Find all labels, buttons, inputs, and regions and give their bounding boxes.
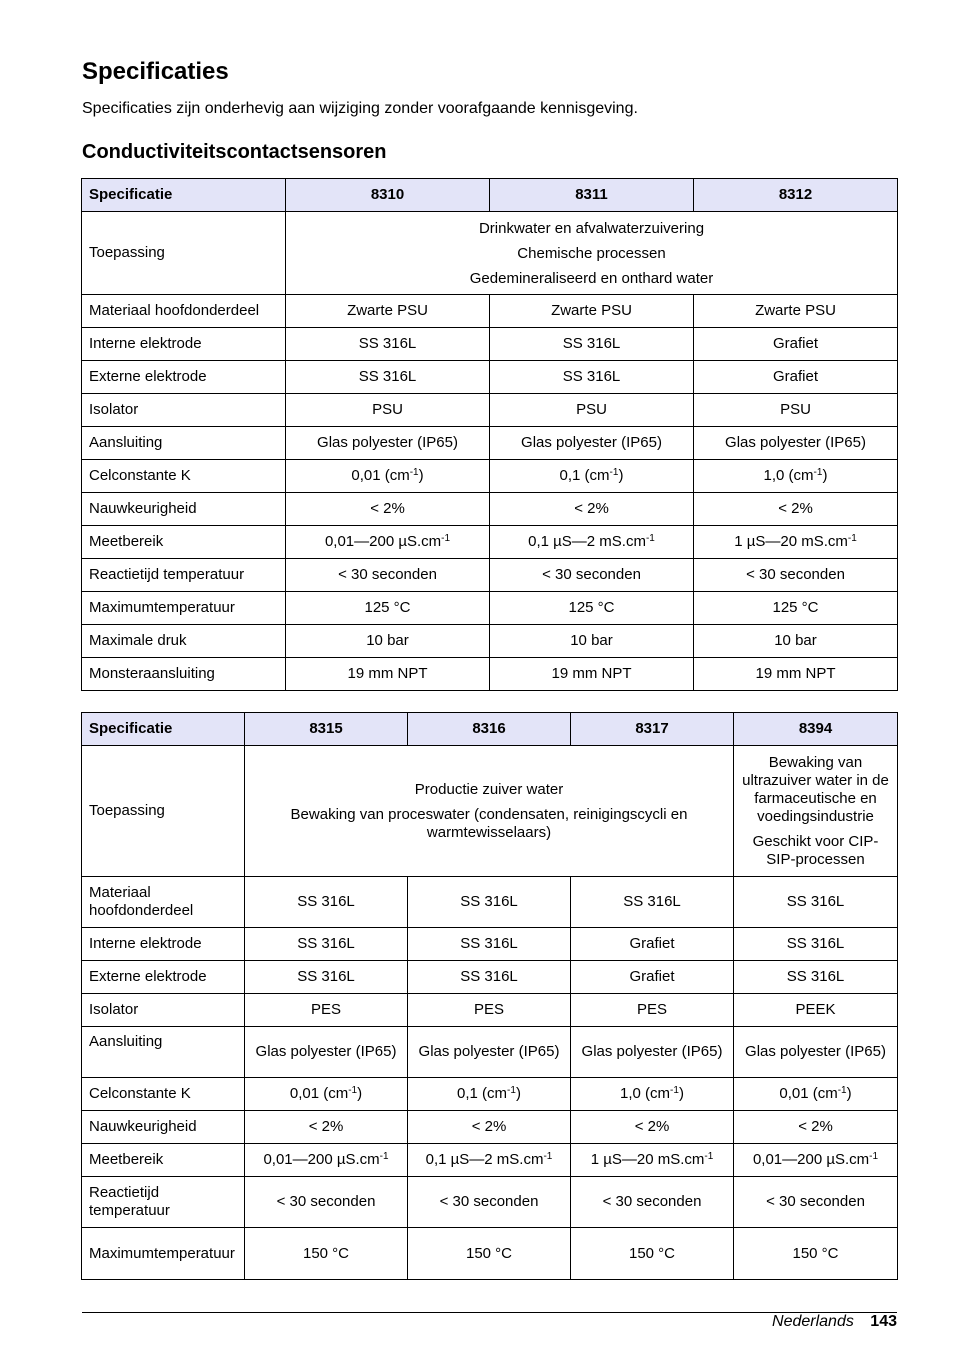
table-cell [490,460,694,493]
table-cell: < 30 seconden [571,1177,734,1228]
row-label: Meetbereik [82,526,286,559]
superscript-exponent: -1 [379,1151,389,1162]
value-text: 0,01 (cm [351,467,410,484]
table-row [82,212,898,295]
table-header-row [82,713,898,746]
table-cell: < 30 seconden [245,1177,408,1228]
table-cell [286,212,898,295]
table-row [82,1027,898,1078]
value-suffix: ) [678,1085,684,1102]
table-cell [245,1078,408,1111]
table-row [82,928,898,961]
table-cell: PEEK [734,994,898,1027]
application-line: Bewaking van proceswater (condensaten, reinigingscycli en warmtewisselaars) [290,805,688,841]
table-cell: SS 316L [734,877,898,928]
table-cell: < 2% [408,1111,571,1144]
column-header: Specificatie [82,179,286,212]
value-text: 0,01 (cm [779,1085,838,1102]
table-cell: PSU [490,394,694,427]
row-label: Celconstante K [82,460,286,493]
table-cell [694,460,898,493]
table-cell: SS 316L [286,361,490,394]
row-label: Interne elektrode [82,928,245,961]
table-cell [734,1144,898,1177]
row-label: Reactietijd temperatuur [82,559,286,592]
table-cell: 19 mm NPT [286,658,490,691]
column-header: Specificatie [82,713,245,746]
value-suffix: ) [418,467,424,484]
row-label: Materiaal hoofdonderdeel [82,877,245,928]
table-row [82,877,898,928]
table-cell [408,1078,571,1111]
row-label: Aansluiting [82,427,286,460]
table-cell: SS 316L [245,961,408,994]
table-cell: SS 316L [286,328,490,361]
table-row [82,1228,898,1280]
table-row [82,658,898,691]
table-cell [245,746,734,877]
table-cell: Glas polyester (IP65) [694,427,898,460]
table-cell: Glas polyester (IP65) [490,427,694,460]
table-cell: 19 mm NPT [694,658,898,691]
value-text: 0,1 µS—2 mS.cm [425,1151,544,1168]
table-cell: Zwarte PSU [286,295,490,328]
table-cell: < 2% [245,1111,408,1144]
table-cell: 10 bar [694,625,898,658]
table-cell: PSU [286,394,490,427]
table-row [82,994,898,1027]
row-label: Monsteraansluiting [82,658,286,691]
table-cell: < 2% [490,493,694,526]
superscript-exponent: -1 [645,533,655,544]
superscript-exponent: -1 [348,1085,358,1096]
table-cell: SS 316L [490,361,694,394]
table-cell: 150 °C [571,1228,734,1280]
row-label: Maximumtemperatuur [82,592,286,625]
value-suffix: ) [618,467,624,484]
value-text: 0,1 (cm [457,1085,508,1102]
table-cell: Glas polyester (IP65) [245,1027,408,1078]
table-cell: 19 mm NPT [490,658,694,691]
row-label: Nauwkeurigheid [82,493,286,526]
table-row [82,625,898,658]
table-cell: Glas polyester (IP65) [286,427,490,460]
value-text: 0,1 µS—2 mS.cm [528,533,646,550]
table-row [82,295,898,328]
table-cell: < 30 seconden [694,559,898,592]
table-cell [734,746,898,877]
table-row [82,1177,898,1228]
intro-text: Specificaties zijn onderhevig aan wijziging zonder voorafgaande kennisgeving. [82,100,638,117]
row-label: Maximale druk [82,625,286,658]
application-line: Drinkwater en afvalwaterzuivering [478,219,705,237]
column-header: 8316 [408,713,571,746]
row-label: Reactietijd temperatuur [82,1177,245,1228]
table-body [82,295,898,691]
table-row [82,361,898,394]
table-cell: < 30 seconden [286,559,490,592]
table-cell: 125 °C [694,592,898,625]
table-cell [286,526,490,559]
spec-table-8315-8394 [81,712,898,1280]
table-cell: Zwarte PSU [694,295,898,328]
table-cell [490,526,694,559]
value-suffix: ) [822,467,828,484]
row-label: Nauwkeurigheid [82,1111,245,1144]
value-suffix: ) [357,1085,363,1102]
table-cell: SS 316L [490,328,694,361]
table-cell [286,460,490,493]
superscript-exponent: -1 [813,467,823,478]
table-cell: PES [408,994,571,1027]
value-text: 1 µS—20 mS.cm [734,533,848,550]
table-cell: < 30 seconden [408,1177,571,1228]
row-label: Externe elektrode [82,961,245,994]
table-cell [408,1144,571,1177]
row-label: Aansluiting [82,1027,245,1078]
footer-language: Nederlands [772,1313,854,1330]
table-cell: 150 °C [245,1228,408,1280]
superscript-exponent: -1 [441,533,451,544]
superscript-exponent: -1 [409,467,419,478]
section-title: Conductiviteitscontactsensoren [82,141,387,163]
page-title: Specificaties [82,58,229,85]
value-text: 0,01 (cm [289,1085,349,1102]
table-cell [694,526,898,559]
table-cell: PSU [694,394,898,427]
table-body [82,877,898,1280]
table-row [82,427,898,460]
table-cell: SS 316L [245,928,408,961]
row-label: Meetbereik [82,1144,245,1177]
superscript-exponent: -1 [670,1085,679,1096]
table-cell: Grafiet [571,928,734,961]
table-cell: SS 316L [245,877,408,928]
table-cell: 150 °C [734,1228,898,1280]
table-cell: SS 316L [408,928,571,961]
table-cell: PES [245,994,408,1027]
row-label: Celconstante K [82,1078,245,1111]
spec-table-8310-8312 [81,178,898,691]
table-cell [571,1078,734,1111]
table-row [82,460,898,493]
table-row [82,526,898,559]
value-text: 0,01—200 µS.cm [263,1151,380,1168]
row-label: Toepassing [82,212,286,295]
column-header: 8310 [286,179,490,212]
table-cell: 125 °C [286,592,490,625]
table-cell: 10 bar [490,625,694,658]
table-cell: SS 316L [408,877,571,928]
table-header-row [82,179,898,212]
value-text: 0,01—200 µS.cm [752,1151,870,1168]
application-line: Chemische processen [517,244,666,262]
table-cell: SS 316L [408,961,571,994]
row-label: Materiaal hoofdonderdeel [82,295,286,328]
column-header: 8317 [571,713,734,746]
page-footer [772,1312,897,1332]
table-cell: < 30 seconden [734,1177,898,1228]
table-cell: < 30 seconden [490,559,694,592]
table-row [82,746,898,877]
row-label: Toepassing [82,746,245,877]
value-text: 0,01—200 µS.cm [324,533,442,550]
superscript-exponent: -1 [609,467,619,478]
application-line: Bewaking van ultrazuiver water in de farmaceutische en voedingsindustrie [742,753,889,825]
application-line: Productie zuiver water [414,780,564,798]
table-cell: 125 °C [490,592,694,625]
table-cell: Glas polyester (IP65) [408,1027,571,1078]
table-cell: Glas polyester (IP65) [571,1027,734,1078]
table-row [82,493,898,526]
superscript-exponent: -1 [869,1151,879,1162]
table-cell: Grafiet [694,361,898,394]
row-label: Isolator [82,994,245,1027]
column-header: 8311 [490,179,694,212]
table-row [82,559,898,592]
table-cell: < 2% [694,493,898,526]
application-line: Geschikt voor CIP-SIP-processen [752,832,879,868]
table-row [82,592,898,625]
value-suffix: ) [846,1085,852,1102]
superscript-exponent: -1 [847,533,857,544]
value-text: 1 µS—20 mS.cm [590,1151,705,1168]
table-cell: SS 316L [734,961,898,994]
table-row [82,1078,898,1111]
page-number: 143 [870,1313,897,1330]
table-cell: 10 bar [286,625,490,658]
column-header: 8394 [734,713,898,746]
table-cell [734,1078,898,1111]
row-label: Externe elektrode [82,361,286,394]
superscript-exponent: -1 [837,1085,847,1096]
table-cell: Grafiet [694,328,898,361]
table-row [82,328,898,361]
table-cell: SS 316L [571,877,734,928]
table-row [82,961,898,994]
row-label: Interne elektrode [82,328,286,361]
table-cell: Zwarte PSU [490,295,694,328]
value-text: 1,0 (cm [620,1085,671,1102]
superscript-exponent: -1 [507,1085,516,1096]
table-cell: Grafiet [571,961,734,994]
table-cell: < 2% [734,1111,898,1144]
superscript-exponent: -1 [543,1151,553,1162]
table-cell [571,1144,734,1177]
column-header: 8315 [245,713,408,746]
table-cell: SS 316L [734,928,898,961]
table-cell: < 2% [286,493,490,526]
table-cell: < 2% [571,1111,734,1144]
table-cell [245,1144,408,1177]
table-row [82,1111,898,1144]
table-cell: 150 °C [408,1228,571,1280]
application-line: Gedemineraliseerd en onthard water [469,269,714,287]
row-label: Maximumtemperatuur [82,1228,245,1280]
table-row [82,394,898,427]
value-suffix: ) [515,1085,521,1102]
value-text: 0,1 (cm [559,467,610,484]
table-row [82,1144,898,1177]
value-text: 1,0 (cm [763,467,814,484]
row-label: Isolator [82,394,286,427]
table-cell: Glas polyester (IP65) [734,1027,898,1078]
table-cell: PES [571,994,734,1027]
column-header: 8312 [694,179,898,212]
superscript-exponent: -1 [704,1151,714,1162]
